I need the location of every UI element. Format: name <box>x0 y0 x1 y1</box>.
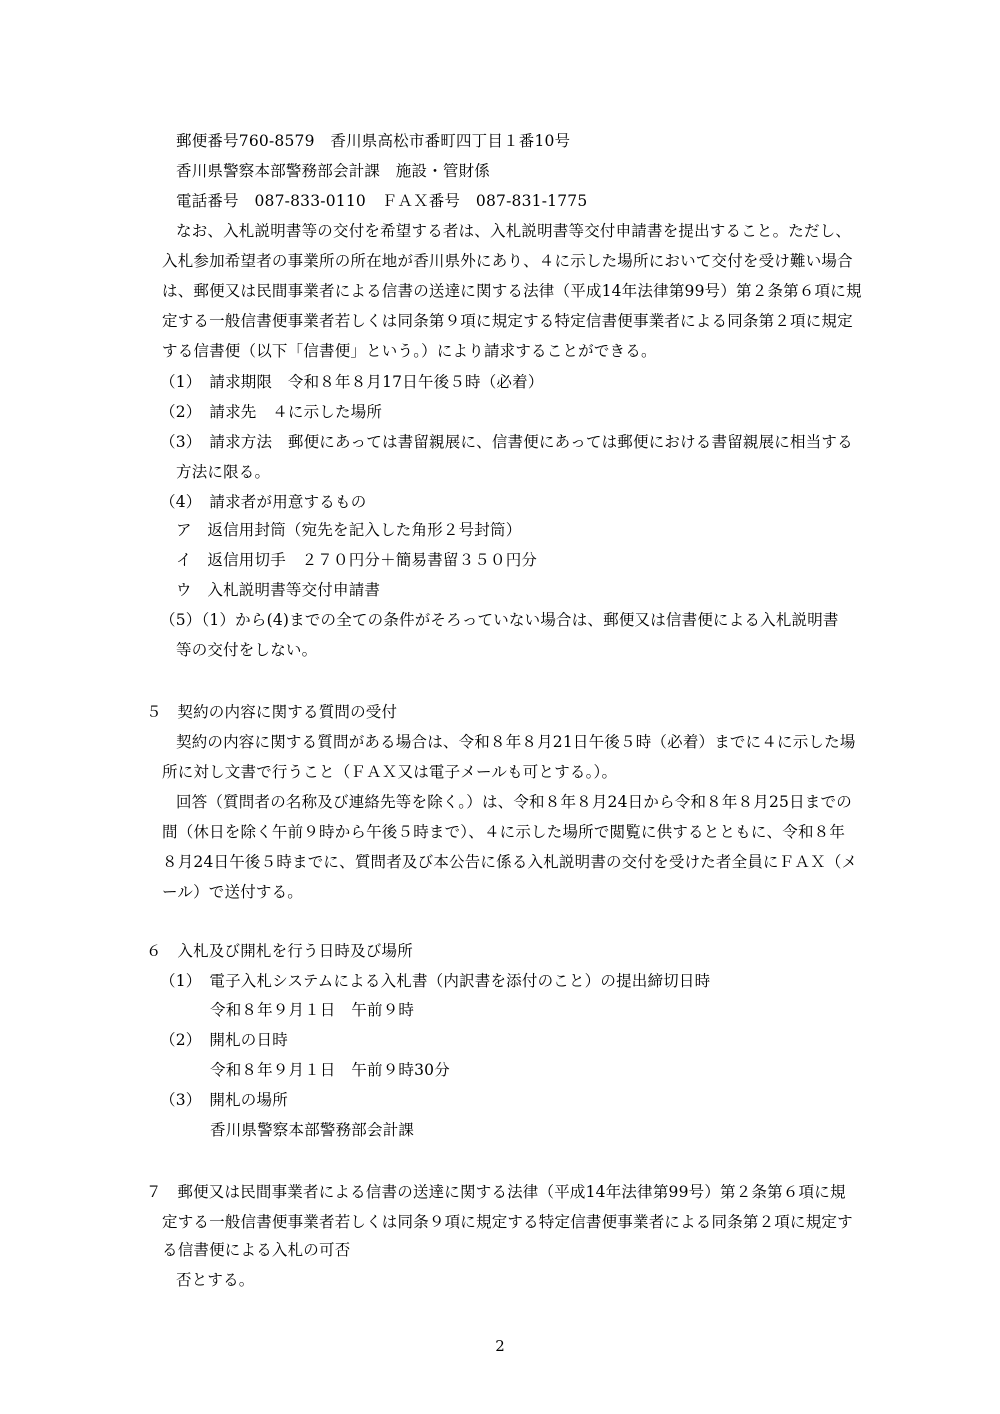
section6-item-label: （2） 開札の日時 <box>160 1031 288 1049</box>
request-intro-line: する信書便（以下「信書便」という。）により請求することができる。 <box>162 342 657 360</box>
request-deadline: （1） 請求期限 令和８年８月17日午後５時（必着） <box>160 373 544 391</box>
request-method: （3） 請求方法 郵便にあっては書留親展に、信書便にあっては郵便における書留親展に相当する <box>160 433 853 451</box>
request-intro-line: なお、入札説明書等の交付を希望する者は、入札説明書等交付申請書を提出すること。ただし、 <box>176 222 852 240</box>
request-intro-line: 入札参加希望者の事業所の所在地が香川県外にあり、４に示した場所において交付を受け難い場合 <box>162 252 853 270</box>
request-method-continued: 方法に限る。 <box>176 463 271 481</box>
section5-line: 間（休日を除く午前９時から午後５時まで）、４に示した場所で閲覧に供するとともに、令和８年 <box>162 823 846 841</box>
request-intro-line: 定する一般信書便事業者若しくは同条第９項に規定する特定信書便事業者による同条第２項に規定 <box>162 312 853 330</box>
request-condition: （5）（1）から(4)までの全ての条件がそろっていない場合は、郵便又は信書便による入札説明書 <box>160 611 839 629</box>
section5-line: 契約の内容に関する質問がある場合は、令和８年８月21日午後５時（必着）までに４に示した場 <box>176 733 856 751</box>
request-condition-continued: 等の交付をしない。 <box>176 641 318 659</box>
section5-line: ８月24日午後５時までに、質問者及び本公告に係る入札説明書の交付を受けた者全員にＦＡＸ（メ <box>162 853 858 871</box>
section5-heading: ５ 契約の内容に関する質問の受付 <box>146 703 398 721</box>
section7-line: ７ 郵便又は民間事業者による信書の送達に関する法律（平成14年法律第99号）第２条第６項に規 <box>146 1183 846 1201</box>
contact-address: 郵便番号760-8579 香川県高松市番町四丁目１番10号 <box>176 132 571 150</box>
contact-phone: 電話番号 087-833-0110 ＦＡＸ番号 087-831-1775 <box>176 192 588 210</box>
section6-item-value: 令和８年９月１日 午前９時30分 <box>210 1061 450 1079</box>
section6-item-label: （3） 開札の場所 <box>160 1091 288 1109</box>
page-number: 2 <box>495 1337 505 1355</box>
request-prepare-item: ア 返信用封筒（宛先を記入した角形２号封筒） <box>176 521 522 539</box>
section7-line: る信書便による入札の可否 <box>162 1241 351 1259</box>
section6-item-value: 香川県警察本部警務部会計課 <box>210 1121 415 1139</box>
section7-line: 否とする。 <box>176 1271 255 1289</box>
request-prepare-item: イ 返信用切手 ２７０円分＋簡易書留３５０円分 <box>176 551 538 569</box>
section5-line: ール）で送付する。 <box>162 883 303 901</box>
request-destination: （2） 請求先 ４に示した場所 <box>160 403 383 421</box>
section7-line: 定する一般信書便事業者若しくは同条９項に規定する特定信書便事業者による同条第２項に規定す <box>162 1213 853 1231</box>
request-prepare-item: ウ 入札説明書等交付申請書 <box>176 581 381 599</box>
section6-heading: ６ 入札及び開札を行う日時及び場所 <box>146 942 413 960</box>
section5-line: 回答（質問者の名称及び連絡先等を除く。）は、令和８年８月24日から令和８年８月25日までの <box>176 793 852 811</box>
request-intro-line: は、郵便又は民間事業者による信書の送達に関する法律（平成14年法律第99号）第２条第６項に規 <box>162 282 862 300</box>
section5-line: 所に対し文書で行うこと（ＦＡＸ又は電子メールも可とする。）。 <box>162 763 618 781</box>
contact-department: 香川県警察本部警務部会計課 施設・管財係 <box>176 162 491 180</box>
request-prepare-heading: （4） 請求者が用意するもの <box>160 493 367 511</box>
section6-item-value: 令和８年９月１日 午前９時 <box>210 1001 415 1019</box>
section6-item-label: （1） 電子入札システムによる入札書（内訳書を添付のこと）の提出締切日時 <box>160 972 711 990</box>
